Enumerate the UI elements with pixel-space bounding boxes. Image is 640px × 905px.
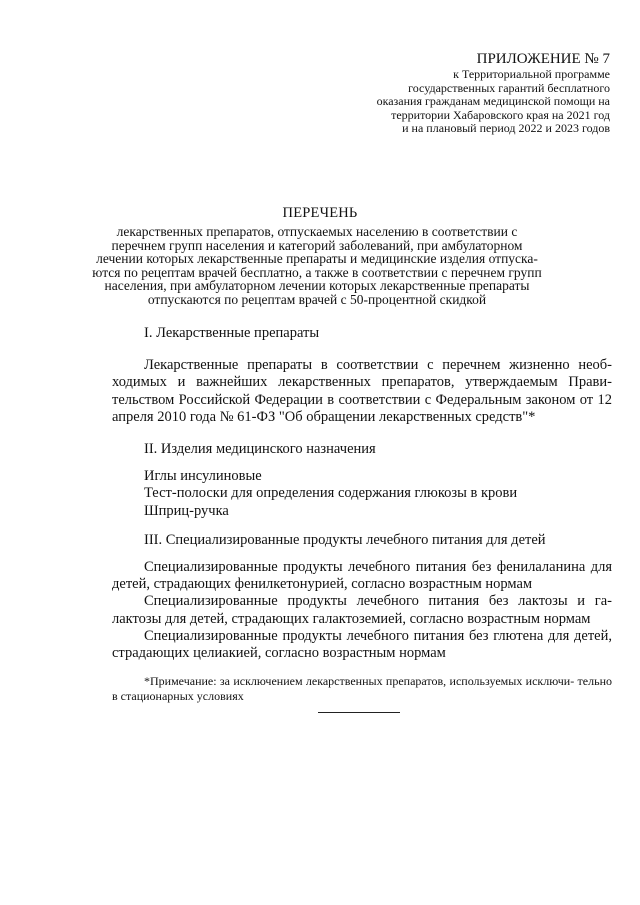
section-title: III. Специализированные продукты лечебного питания для детей <box>144 531 546 548</box>
section-paragraph: Лекарственные препараты в соответствии с перечнем жизненно необ- ходимых и важнейших лекарственных препаратов, утверждаемым Прави- тельством Российской Федерации в соответствии с Федеральным законом от 12 апреля 2010 года № 61-ФЗ "Об обращении лекарственных средств"* <box>112 357 612 425</box>
section-paragraph: Специализированные продукты лечебного питания без глютена для детей, страдающих целиакией, согласно возрастным нормам <box>112 627 612 662</box>
document-heading: ПЕРЕЧЕНЬ <box>282 205 358 221</box>
document-intro: лекарственных препаратов, отпускаемых населению в соответствии с перечнем групп населения и категорий заболеваний, при амбулаторном лечении которых лекарственные препараты и медицинские изделия отпуска- ются по рецептам врачей бесплатно, а также в соответствии с перечнем групп населения, при амбулаторном лечении которых лекарственные препараты отпускаются по рецептам врачей с 50-процентной скидкой <box>92 224 542 307</box>
section-paragraph: Специализированные продукты лечебного питания без фенилаланина для детей, страдающих фенилкетонурией, согласно возрастным нормам <box>112 559 612 593</box>
appendix-title: ПРИЛОЖЕНИЕ № 7 <box>476 51 610 67</box>
section-paragraph: Специализированные продукты лечебного питания без лактозы и га- лактозы для детей, страдающих галактоземией, согласно возрастным нормам <box>112 593 612 627</box>
appendix-block <box>377 50 610 136</box>
document-body <box>112 325 612 704</box>
appendix-line: оказания гражданам медицинской помощи на <box>376 94 610 108</box>
footnote: *Примечание: за исключением лекарственных препаратов, используемых исключи- тельно в стационарных условиях <box>112 674 612 704</box>
section-title: I. Лекарственные препараты <box>144 325 320 341</box>
closing-rule <box>318 712 400 713</box>
appendix-line: территории Хабаровского края на 2021 год <box>391 107 610 122</box>
appendix-line: и на плановый период 2022 и 2023 годов <box>402 121 610 135</box>
appendix-line: к Территориальной программе <box>453 67 610 81</box>
list-item: Иглы инсулиновые <box>144 468 262 485</box>
section-title: II. Изделия медицинского назначения <box>144 441 376 458</box>
list-item: Шприц-ручка <box>144 502 229 519</box>
appendix-line: государственных гарантий бесплатного <box>408 80 610 95</box>
list-item: Тест-полоски для определения содержания глюкозы в крови <box>144 485 518 502</box>
